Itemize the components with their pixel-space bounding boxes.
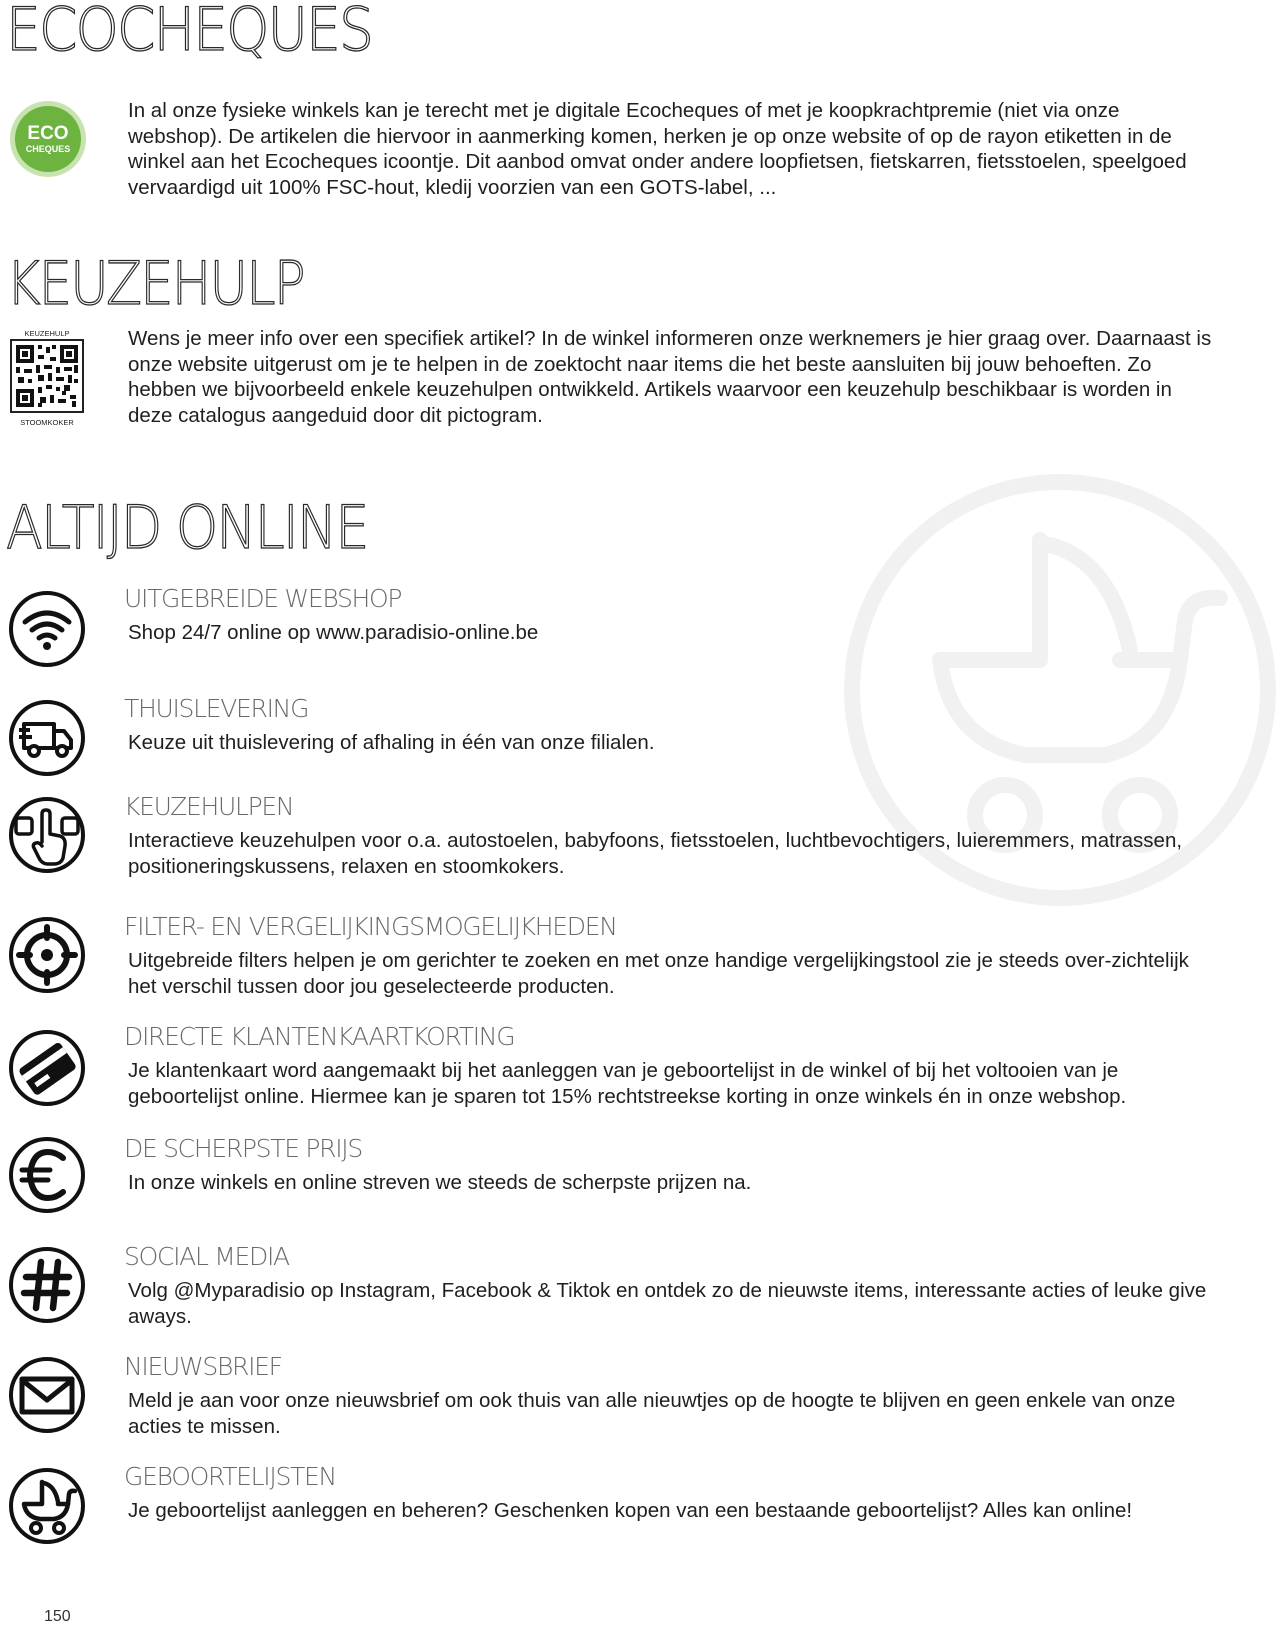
euro-icon <box>8 1136 86 1214</box>
eco-badge-bottom-text: CHEQUES <box>25 144 71 154</box>
stroller-icon <box>8 1467 86 1545</box>
feature-title: GEBOORTELIJSTEN <box>124 1462 336 1491</box>
feature-description: Interactieve keuzehulpen voor o.a. autostoelen, babyfoons, fietsstoelen, luchtbevochtigers, luieremmers, matrassen, positioneringskussens, relaxen en stoomkokers. <box>128 829 1183 878</box>
feature-description: Je geboortelijst aanleggen en beheren? Geschenken kopen van een bestaande geboortelijst? Alles kan online! <box>128 1499 1133 1522</box>
feature-title: FILTER- EN VERGELIJKINGSMOGELIJKHEDEN <box>124 912 617 941</box>
feature-description: Meld je aan voor onze nieuwsbrief om ook thuis van alle nieuwtjes op de hoogte te blijven en geen enkele van onze acties te missen. <box>128 1389 1176 1438</box>
eco-badge-top-text: ECO <box>27 123 69 144</box>
qr-label-top: KEUZEHULP <box>24 329 70 338</box>
feature-title: DIRECTE KLANTENKAARTKORTING <box>124 1022 515 1051</box>
section-title-keuzehulp: KEUZEHULP <box>6 249 304 319</box>
hashtag-icon <box>8 1246 86 1324</box>
qr-label-bottom: STOOMKOKER <box>20 418 74 427</box>
section-title-altijd-online: ALTIJD ONLINE <box>6 493 368 563</box>
feature-title: UITGEBREIDE WEBSHOP <box>124 584 402 613</box>
feature-description: In onze winkels en online streven we steeds de scherpste prijzen na. <box>128 1171 752 1194</box>
envelope-icon <box>8 1356 86 1434</box>
feature-description: Uitgebreide filters helpen je om gerichter te zoeken en met onze handige vergelijkingstool zie je steeds over-zichtelijk het verschil tussen door jou geselecteerde producten. <box>128 949 1189 998</box>
feature-description: Volg @Myparadisio op Instagram, Facebook & Tiktok en ontdek zo de nieuwste items, interessante acties of leuke give aways. <box>128 1279 1207 1328</box>
feature-description: Shop 24/7 online op www.paradisio-online.be <box>128 621 539 644</box>
feature-title: DE SCHERPSTE PRIJS <box>124 1134 362 1163</box>
ecocheques-description: In al onze fysieke winkels kan je terecht met je digitale Ecocheques of met je koopkrachtpremie (niet via onze webshop). De artikelen die hiervoor in aanmerking komen, herken je op onze website of op de rayon etiketten in de winkel aan het Ecocheques icoontje. Dit aanbod omvat onder andere loopfietsen, fietskarren, fietsstoelen, speelgoed vervaardigd uit 100% FSC-hout, kledij voorzien van een GOTS-label, ... <box>128 99 1187 199</box>
feature-title: THUISLEVERING <box>124 694 309 723</box>
section-title-ecocheques: ECOCHEQUES <box>6 0 373 65</box>
feature-title: KEUZEHULPEN <box>124 792 294 821</box>
touch-hand-icon <box>8 796 86 874</box>
delivery-truck-icon <box>8 699 86 777</box>
feature-description: Keuze uit thuislevering of afhaling in één van onze filialen. <box>128 731 655 754</box>
page-number: 150 <box>44 1608 71 1625</box>
ecocheques-badge-icon <box>9 100 87 178</box>
feature-title: NIEUWSBRIEF <box>124 1352 282 1381</box>
loyalty-card-icon <box>8 1029 86 1107</box>
feature-description: Je klantenkaart word aangemaakt bij het aanleggen van je geboortelijst in de winkel of bij het voltooien van je geboortelijst online. Hiermee kan je sparen tot 15% rechtstreekse korting in onze winkels én in onze webshop. <box>128 1059 1127 1108</box>
feature-title: SOCIAL MEDIA <box>124 1242 289 1271</box>
crosshair-icon <box>8 916 86 994</box>
keuzehulp-description: Wens je meer info over een specifiek artikel? In de winkel informeren onze werknemers je hier graag over. Daarnaast is onze website uitgerust om je te helpen in de zoektocht naar items die het beste aansluiten bij jouw behoeften. Zo hebben we bijvoorbeeld enkele keuzehulpen ontwikkeld. Artikels waarvoor een keuzehulp beschikbaar is worden in deze catalogus aangeduid door dit pictogram. <box>128 327 1212 427</box>
qr-code-icon <box>9 329 85 427</box>
wifi-icon <box>8 590 86 668</box>
